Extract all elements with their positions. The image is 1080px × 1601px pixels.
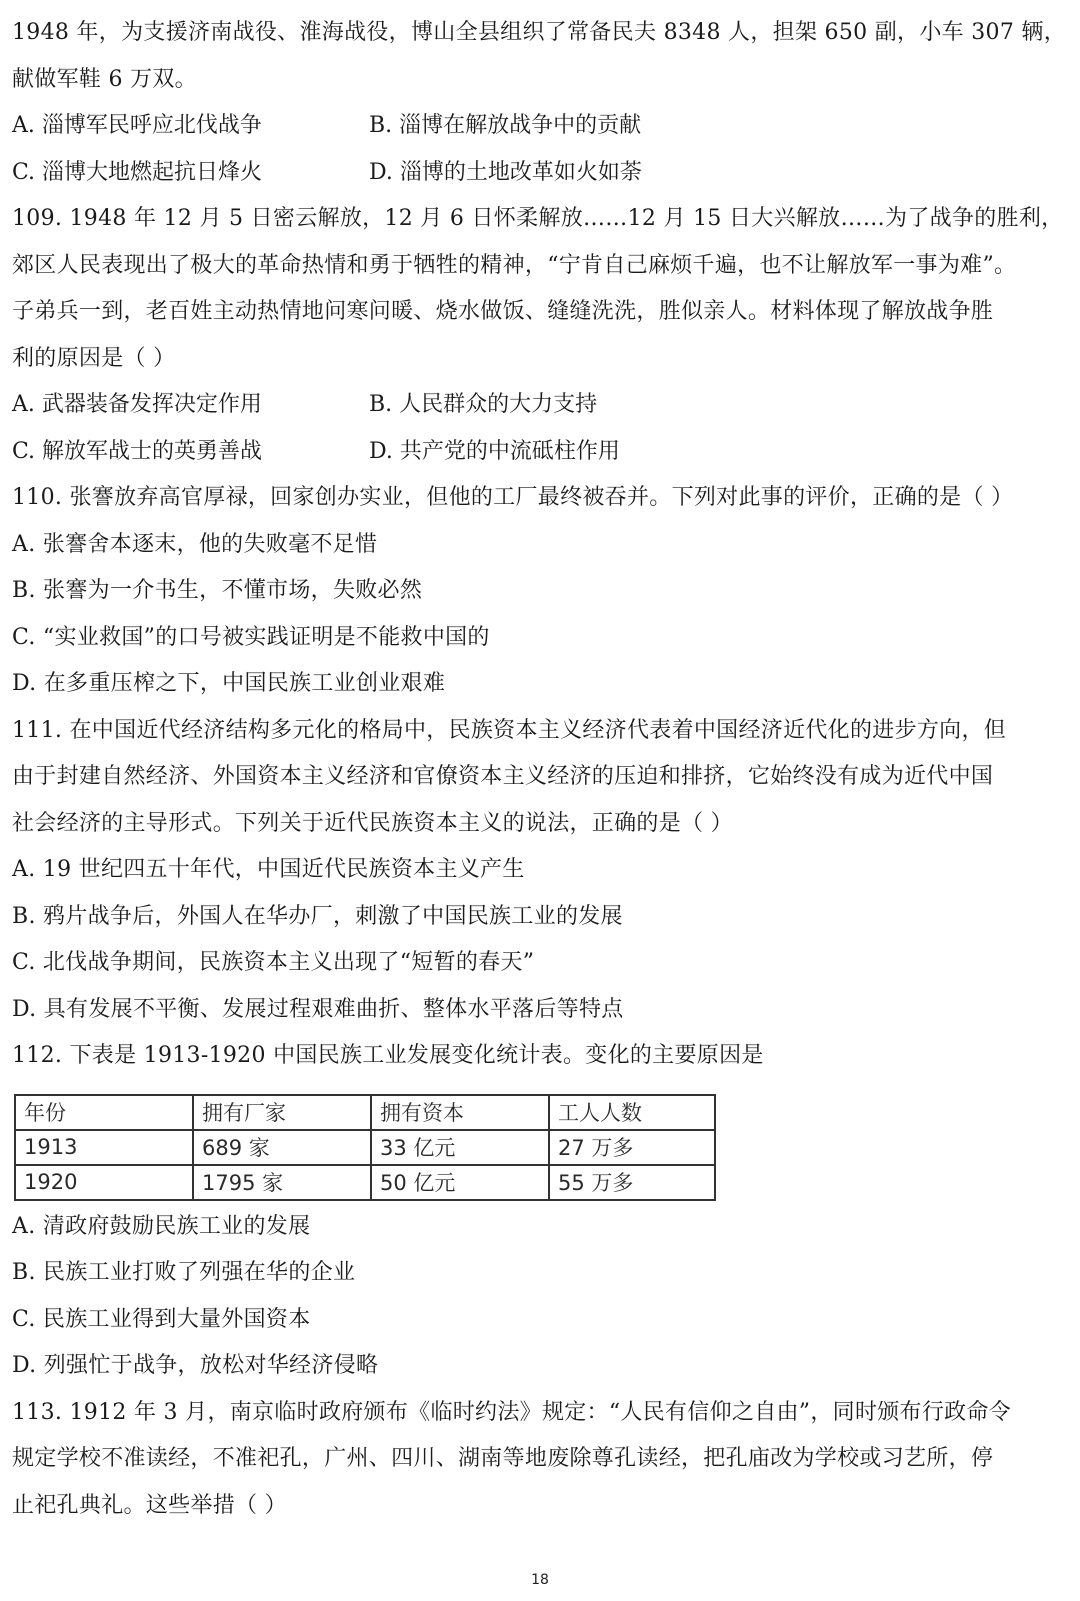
table-cell: 1920 [15,1165,193,1200]
question-text-line: 111. 在中国近代经济结构多元化的格局中，民族资本主义经济代表着中国经济近代化的进步方向，但 [12,717,1007,743]
table-cell: 55 万多 [549,1165,715,1200]
question-text-line: 109. 1948 年 12 月 5 日密云解放，12 月 6 日怀柔解放……12 月 15 日大兴解放……为了战争的胜利， [12,206,1064,231]
page-number: 18 [531,1572,549,1588]
question-108 [12,10,1068,196]
question-text-line: 利的原因是（ ） [12,345,176,371]
question-text-line: 110. 张謇放弃高官厚禄，回家创办实业，但他的工厂最终被吞并。下列对此事的评价，正确的是（ ） [12,485,1014,510]
question-text-line: 113. 1912 年 3 月，南京临时政府颁布《临时约法》规定：“人民有信仰之自由”，同时颁布行政命令 [12,1399,1012,1425]
question-text-line: 规定学校不准读经，不准祀孔，广州、四川、湖南等地废除尊孔读经，把孔庙改为学校或习艺所，停 [12,1446,994,1471]
option-a: A. 武器装备发挥决定作用 [12,392,262,417]
table-cell: 689 家 [193,1130,371,1165]
option-d: D. 在多重压榨之下，中国民族工业创业艰难 [12,671,446,696]
option-c: C. 解放军战士的英勇善战 [12,438,263,464]
question-text-line: 由于封建自然经济、外国资本主义经济和官僚资本主义经济的压迫和排挤，它始终没有成为近代中国 [12,764,994,789]
option-c: C. 淄博大地燃起抗日烽火 [12,159,263,185]
options-row [12,150,1068,197]
options-row [12,103,1068,150]
option-c: C. 北伐战争期间，民族资本主义出现了“短暂的春天” [12,950,535,975]
table-header-cell: 工人人数 [549,1095,715,1130]
option-b: B. 民族工业打败了列强在华的企业 [12,1260,356,1285]
option-d: D. 共产党的中流砥柱作用 [369,438,620,464]
document-page [12,10,1068,1529]
option-c: C. “实业救国”的口号被实践证明是不能救中国的 [12,624,490,650]
option-a: A. 张謇舍本逐末，他的失败毫不足惜 [12,531,378,557]
table-header-cell: 拥有厂家 [193,1095,371,1130]
option-d: D. 列强忙于战争，放松对华经济侵略 [12,1353,379,1378]
question-text-line: 止祀孔典礼。这些举措（ ） [12,1492,287,1518]
question-109 [12,196,1068,475]
question-110 [12,475,1068,708]
option-b: B. 淄博在解放战争中的贡献 [369,113,642,138]
option-c: C. 民族工业得到大量外国资本 [12,1306,311,1332]
statistics-table-wrap [12,1080,1068,1204]
option-b: B. 鸦片战争后，外国人在华办厂，刺激了中国民族工业的发展 [12,903,623,929]
question-text-line: 子弟兵一到，老百姓主动热情地问寒问暖、烧水做饭、缝缝洗洗，胜似亲人。材料体现了解放战争胜 [12,299,994,324]
question-text-line: 1948 年，为支援济南战役、淮海战役，博山全县组织了常备民夫 8348 人，担架 650 副，小车 307 辆， [12,20,1067,45]
option-b: B. 人民群众的大力支持 [369,392,598,417]
table-cell: 50 亿元 [371,1165,549,1200]
question-113 [12,1390,1068,1530]
question-text-line: 郊区人民表现出了极大的革命热情和勇于牺牲的精神，“宁肯自己麻烦千遍，也不让解放军一事为难”。 [12,252,1017,278]
option-d: D. 具有发展不平衡、发展过程艰难曲折、整体水平落后等特点 [12,996,624,1022]
option-a: A. 清政府鼓励民族工业的发展 [12,1213,311,1239]
statistics-table [14,1094,716,1201]
question-text-line: 社会经济的主导形式。下列关于近代民族资本主义的说法，正确的是（ ） [12,810,733,836]
options-row [12,382,1068,429]
option-d: D. 淄博的土地改革如火如荼 [369,159,642,185]
table-header-row [15,1095,715,1130]
question-111 [12,708,1068,1034]
table-cell: 1913 [15,1130,193,1165]
option-a: A. 19 世纪四五十年代，中国近代民族资本主义产生 [12,857,525,882]
table-cell: 33 亿元 [371,1130,549,1165]
option-a: A. 淄博军民呼应北伐战争 [12,113,262,138]
options-row [12,429,1068,476]
table-row [15,1165,715,1200]
table-cell: 27 万多 [549,1130,715,1165]
question-text-line: 献做军鞋 6 万双。 [12,66,197,92]
table-header-cell: 拥有资本 [371,1095,549,1130]
question-text-line: 112. 下表是 1913-1920 中国民族工业发展变化统计表。变化的主要原因是 [12,1043,764,1068]
table-row [15,1130,715,1165]
option-b: B. 张謇为一介书生，不懂市场，失败必然 [12,578,423,603]
question-112 [12,1033,1068,1390]
table-header-cell: 年份 [15,1095,193,1130]
table-cell: 1795 家 [193,1165,371,1200]
